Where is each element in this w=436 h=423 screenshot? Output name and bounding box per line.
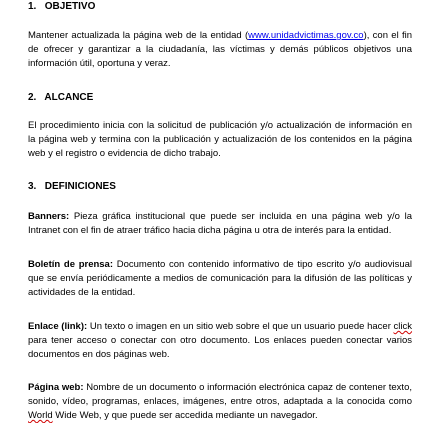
definition-text: Documento con contenido informativo de tipo escrito y/o audiovisual que se envía periódicamente a medios de comunicación para la difusión de las políticas y actividades de la entidad. [28,259,413,298]
section-number: 3. [28,181,37,192]
definition-term: Banners: [28,211,70,222]
definition-pagina-web [28,381,412,423]
definition-text: Wide Web, y que puede ser accedida mediante un navegador. [52,410,318,421]
paragraph-text: Mantener actualizada la página web de la entidad ( [28,30,249,41]
spellcheck-marked-word: click [393,321,413,332]
section-number: 1. [28,1,37,12]
section-number: 2. [28,92,37,103]
section-heading-definiciones [28,181,116,192]
spellcheck-marked-word: World [28,410,53,421]
definition-text: Un texto o imagen en un sitio web sobre el que un usuario puede hacer [87,321,394,332]
entity-website-link[interactable]: www.unidadvictimas.gov.co [248,30,364,41]
objetivo-paragraph [28,29,412,71]
paragraph-text: ), con el fin de ofrecer y garantizar a la ciudadanía, las víctimas y demás públicos objetivos una información útil, oportuna y veraz. [28,30,412,69]
definition-enlace [28,320,412,362]
definition-text: para tener acceso o conectar con otro documento. Los enlaces pueden conectar varios documentos en dos páginas web. [28,335,412,360]
section-title: ALCANCE [44,92,94,103]
section-title: DEFINICIONES [44,181,116,192]
section-title: OBJETIVO [44,1,96,12]
section-heading-alcance [28,92,93,103]
alcance-paragraph: El procedimiento inicia con la solicitud de publicación y/o actualización de información en la página web y termina con la publicación y actualización de los contenidos en la página web y el registro o evidencia de dicho trabajo. [28,120,412,159]
definition-term: Enlace (link): [28,321,88,332]
definition-banners [28,210,412,238]
definition-text: Pieza gráfica institucional que puede ser incluida en una página web y/o la Intranet con el fin de atraer tráfico hacia dicha página u otra de interés para la entidad. [28,211,412,236]
definition-term: Boletín de prensa: [28,259,114,270]
section-heading-objetivo [28,1,95,12]
definition-boletin [28,258,412,300]
definition-term: Página web: [28,382,84,393]
definition-text: Nombre de un documento o información electrónica capaz de contener texto, sonido, vídeo, programas, enlaces, imágenes, entre otros, adaptada a la conocida como [28,382,412,407]
